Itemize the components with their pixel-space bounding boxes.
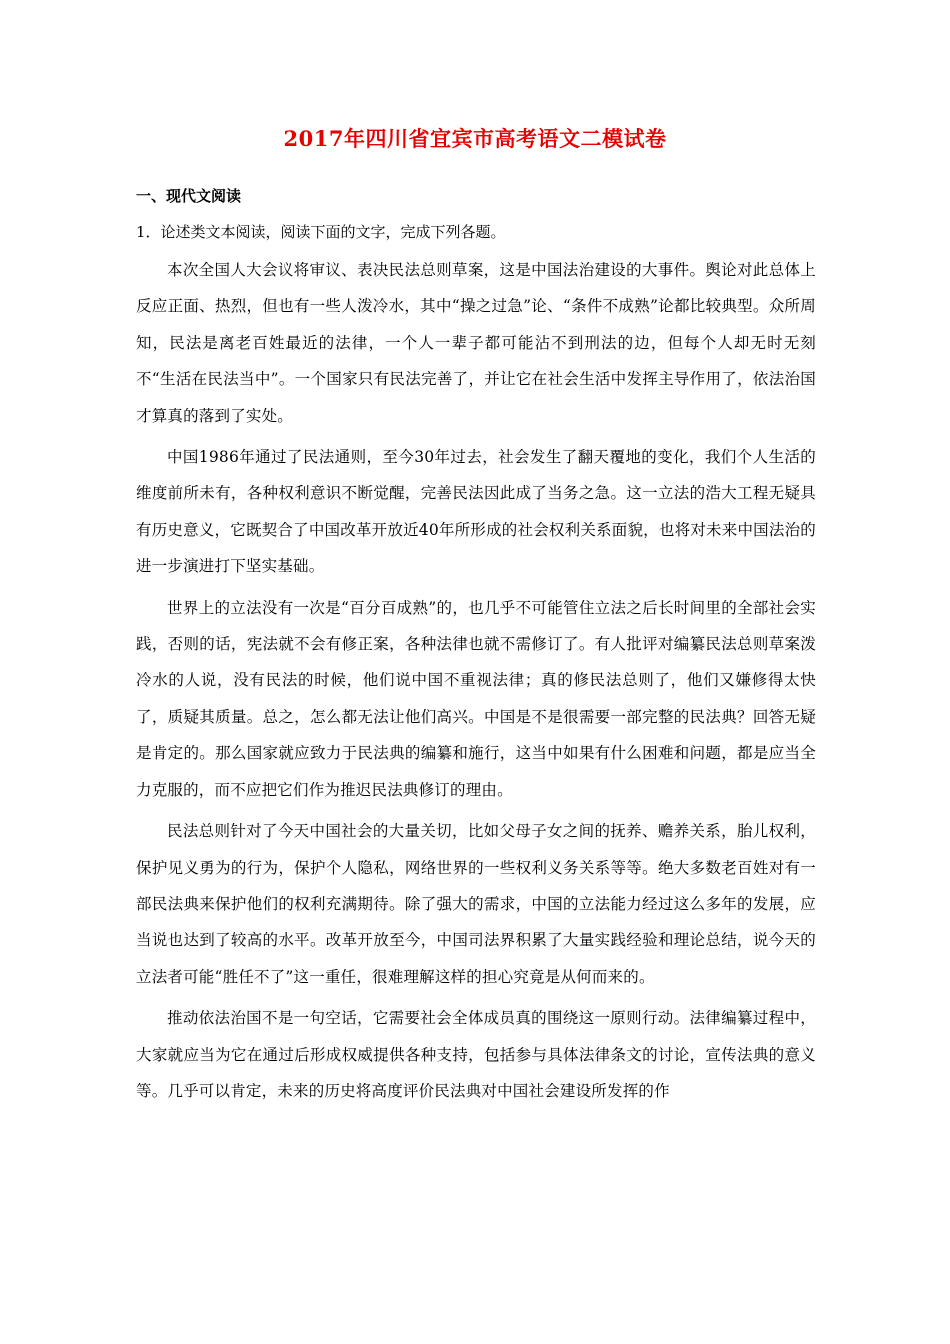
document-title: 2017年四川省宜宾市高考语文二模试卷 [283, 126, 667, 151]
section-heading: 一、现代文阅读 [136, 187, 242, 205]
paragraph-2: 中国1986年通过了民法通则，至今30年过去，社会发生了翻天覆地的变化，我们个人生活的维度前所未有，各种权利意识不断觉醒，完善民法因此成了当务之急。这一立法的浩大工程无疑具有历史意义，它既契合了中国改革开放近40年所形成的社会权利关系面貌，也将对未来中国法治的进一步演进打下坚实基础。 [136, 448, 816, 576]
paragraph-1: 本次全国人大会议将审议、表决民法总则草案，这是中国法治建设的大事件。舆论对此总体上反应正面、热烈，但也有一些人泼冷水，其中“操之过急”论、“条件不成熟”论都比较典型。众所周知，民法是离老百姓最近的法律，一个人一辈子都可能沾不到刑法的边，但每个人却无时无刻不“生活在民法当中”。一个国家只有民法完善了，并让它在社会生活中发挥主导作用了，依法治国才算真的落到了实处。 [136, 261, 816, 425]
paragraph-4: 民法总则针对了今天中国社会的大量关切，比如父母子女之间的抚养、赡养关系，胎儿权利，保护见义勇为的行为，保护个人隐私，网络世界的一些权利义务关系等等。绝大多数老百姓对有一部民法典来保护他们的权利充满期待。除了强大的需求，中国的立法能力经过这么多年的发展，应当说也达到了较高的水平。改革开放至今，中国司法界积累了大量实践经验和理论总结，说今天的立法者可能“胜任不了”这一重任，很难理解这样的担心究竟是从何而来的。 [136, 822, 816, 986]
passage-body [136, 252, 816, 1114]
paragraph-3: 世界上的立法没有一次是“百分百成熟”的，也几乎不可能管住立法之后长时间里的全部社会实践，否则的话，宪法就不会有修正案，各种法律也就不需修订了。有人批评对编纂民法总则草案泼冷水的人说，没有民法的时候，他们说中国不重视法律；真的修民法总则了，他们又嫌修得太快了，质疑其质量。总之，怎么都无法让他们高兴。中国是不是很需要一部完整的民法典？回答无疑是肯定的。那么国家就应致力于民法典的编纂和施行，这当中如果有什么困难和问题，都是应当全力克服的，而不应把它们作为推迟民法典修订的理由。 [136, 598, 816, 799]
paragraph-5: 推动依法治国不是一句空话，它需要社会全体成员真的围绕这一原则行动。法律编纂过程中，大家就应当为它在通过后形成权威提供各种支持，包括参与具体法律条文的讨论，宣传法典的意义等。几乎可以肯定，未来的历史将高度评价民法典对中国社会建设所发挥的作 [136, 1009, 816, 1100]
question-prompt: 1．论述类文本阅读，阅读下面的文字，完成下列各题。 [136, 223, 506, 241]
